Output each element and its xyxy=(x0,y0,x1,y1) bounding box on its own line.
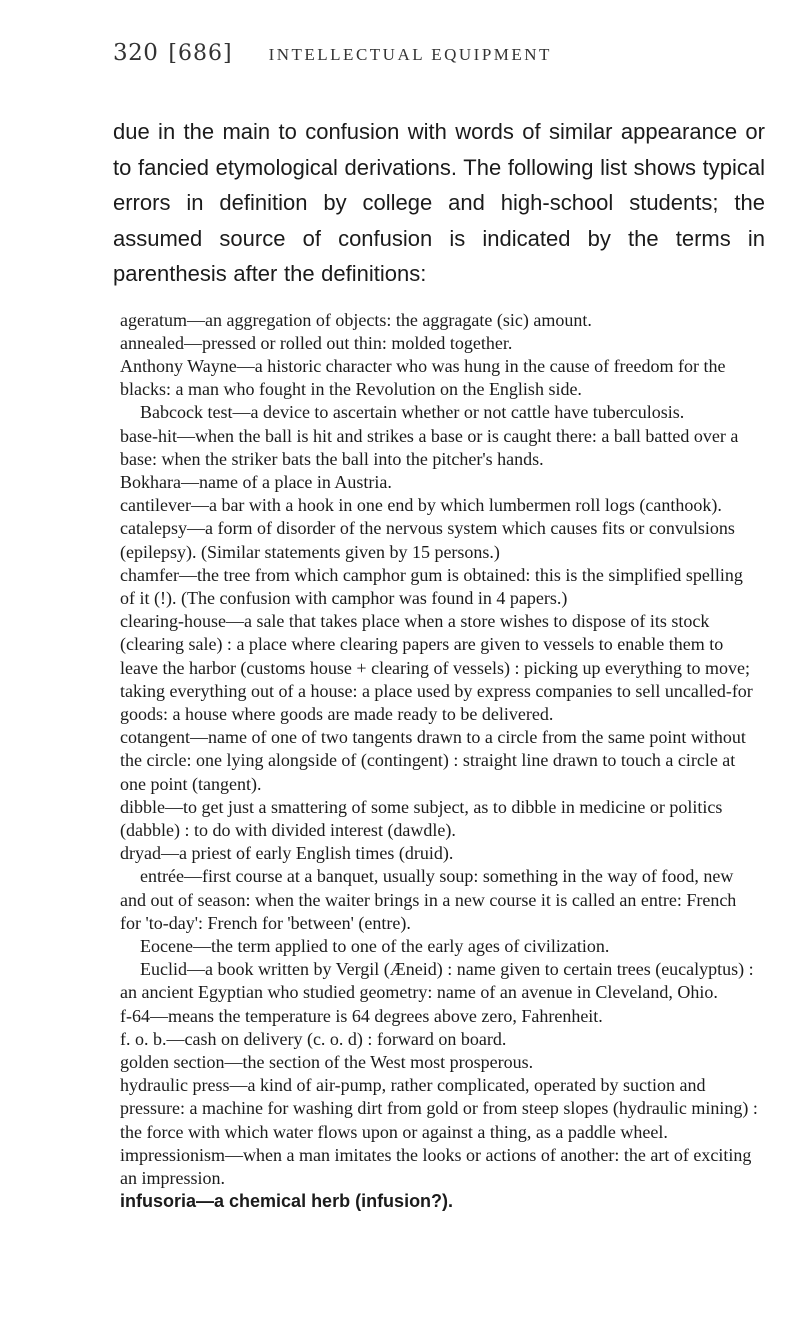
intro-paragraph: due in the main to confusion with words of similar appearance or to fancied etymological derivations. The following list shows typical errors in definition by college and high-school students; the assumed source of confusion is indicated by the terms in parenthesis after the definitions: xyxy=(113,119,765,286)
definition-entry: Anthony Wayne—a historic character who was hung in the cause of freedom for the blacks: a man who fought in the Revolution on the English side. xyxy=(120,355,726,400)
definition-entry: f-64—means the temperature is 64 degrees above zero, Fahrenheit. xyxy=(120,1005,603,1026)
page-number: 320 xyxy=(113,40,159,66)
definition-entry: Eocene—the term applied to one of the early ages of civilization. xyxy=(140,935,610,956)
definition-entry: golden section—the section of the West most prosperous. xyxy=(120,1052,534,1072)
definition-entry: impressionism—when a man imitates the looks or actions of another: the art of exciting an impression. xyxy=(120,1144,752,1189)
definition-entry: Bokhara—name of a place in Austria. xyxy=(120,471,392,492)
definition-entry: cotangent—name of one of two tangents drawn to a circle from the same point without the circle: one lying alongside of (contingent) : straight line drawn to touch a circle at one point (tangent). xyxy=(120,727,746,794)
definition-entry: cantilever—a bar with a hook in one end by which lumbermen roll logs (canthook). xyxy=(120,495,722,516)
definition-entry: dibble—to get just a smattering of some subject, as to dibble in medicine or politics (dabble) : to do with divided interest (dawdle). xyxy=(120,796,723,840)
definition-list xyxy=(120,309,760,1214)
definition-entry: Babcock test—a device to ascertain whether or not cattle have tuberculosis. xyxy=(140,402,685,423)
definition-entry: clearing-house—a sale that takes place when a store wishes to dispose of its stock (clearing sale) : a place where clearing papers are given to vessels to enable them to leave the harbor (customs house + clearing of vessels) : picking up everything to move; taking everything out of a house: a place used by express companies to sell uncalled-for goods: a house where goods are made ready to be delivered. xyxy=(120,611,753,724)
definition-entry: entrée—first course at a banquet, usually soup: something in the way of food, new and out of season: when the waiter brings in a new course it is called an entre: French for 'to-day': French for 'between' (entre). xyxy=(120,866,737,933)
definition-entry: dryad—a priest of early English times (druid). xyxy=(120,843,454,864)
definition-entry: chamfer—the tree from which camphor gum is obtained: this is the simplified spelling of it (!). (The confusion with camphor was found in 4 papers.) xyxy=(120,564,743,608)
definition-entry: infusoria—a chemical herb (infusion?). xyxy=(120,1191,454,1212)
definition-entry: ageratum—an aggregation of objects: the aggragate (sic) amount. xyxy=(120,309,592,330)
definition-entry: catalepsy—a form of disorder of the nervous system which causes fits or convulsions (epilepsy). (Similar statements given by 15 persons.) xyxy=(120,518,735,562)
running-title: INTELLECTUAL EQUIPMENT xyxy=(268,45,552,64)
definition-entry: annealed—pressed or rolled out thin: molded together. xyxy=(120,332,513,353)
definition-entry: hydraulic press—a kind of air-pump, rather complicated, operated by suction and pressure: a machine for washing dirt from gold or from steep slopes (hydraulic mining) : the force with which water flows upon or against a thing, as a paddle wheel. xyxy=(120,1075,758,1142)
page-header xyxy=(113,40,752,74)
definition-entry: f. o. b.—cash on delivery (c. o. d) : forward on board. xyxy=(120,1028,507,1049)
definition-entry: base-hit—when the ball is hit and strikes a base or is caught there: a ball batted over a base: when the striker bats the ball into the pitcher's hands. xyxy=(120,425,739,469)
section-number: [686] xyxy=(168,41,233,66)
definition-entry: Euclid—a book written by Vergil (Æneid) : name given to certain trees (eucalyptus) : an ancient Egyptian who studied geometry: name of an avenue in Cleveland, Ohio. xyxy=(120,959,754,1003)
